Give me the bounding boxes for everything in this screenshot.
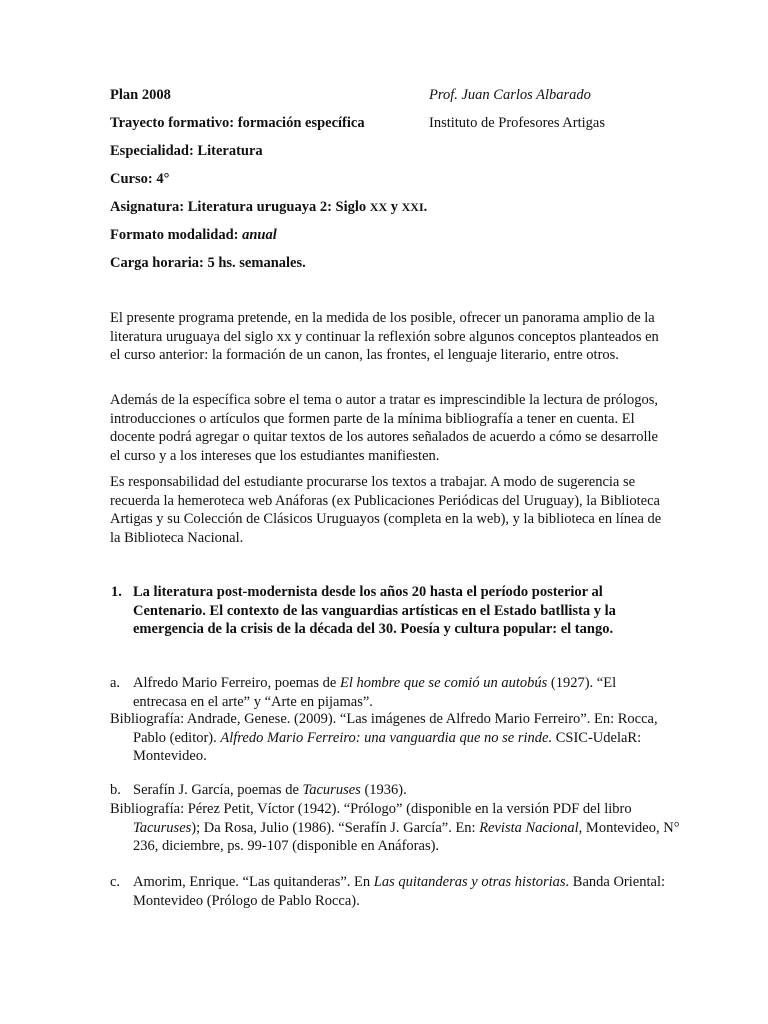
unit-1-heading <box>111 583 663 639</box>
unit-1-number: 1. <box>111 584 122 600</box>
entry-c-work: Las quitanderas y otras historias <box>373 874 566 890</box>
formato-value: anual <box>242 227 277 243</box>
carga-label: Carga horaria: 5 hs. semanales. <box>110 255 306 271</box>
entry-c-pre: Amorim, Enrique. “Las quitanderas”. En <box>133 874 374 890</box>
asignatura-xxi: XXI <box>401 200 424 214</box>
entry-a-mark: a. <box>110 675 121 691</box>
entry-b-bib-post: , Montevideo, N° 236, diciembre, ps. 99-107 (disponible en Anáforas). <box>133 819 680 854</box>
entry-b-mark: b. <box>110 782 121 798</box>
entry-a-bib-post: CSIC-UdelaR: Montevideo. <box>133 729 642 764</box>
entry-a-bibliography <box>110 710 688 766</box>
unit-1-title: La literatura post-modernista desde los años 20 hasta el período posterior al Centenario. El contexto de las vanguardias artísticas en el Estado batllista y la emergencia de la crisis de la década del 30. Poesía y cultura popular: el tango. <box>133 584 616 637</box>
plan-label: Plan 2008 <box>110 87 171 103</box>
instituto-name: Instituto de Profesores Artigas <box>429 115 605 131</box>
asignatura-prefix: Asignatura: Literatura uruguaya 2: Siglo <box>110 199 370 215</box>
entry-b-bibliography <box>110 800 688 856</box>
entry-b-work: Tacuruses <box>302 782 361 798</box>
asignatura-y: y <box>387 199 402 215</box>
asignatura-label <box>110 198 427 217</box>
entry-b-post: (1936). <box>360 782 407 798</box>
professor-name: Prof. Juan Carlos Albarado <box>429 87 591 103</box>
intro-paragraph-1: El presente programa pretende, en la medida de los posible, ofrecer un panorama amplio de la literatura uruguaya del siglo xx y continuar la reflexión sobre algunos conceptos planteados en el curso anterior: la formación de un canon, las frontes, el lenguaje literario, entre otros. <box>110 310 659 363</box>
formato-label <box>110 226 277 245</box>
entry-c-post: . Banda Oriental: Montevideo (Prólogo de Pablo Rocca). <box>133 874 666 909</box>
especialidad-label: Especialidad: Literatura <box>110 143 263 159</box>
entry-b-bib-mid: ); Da Rosa, Julio (1986). “Serafín J. García”. En: <box>191 819 480 836</box>
entry-b <box>110 781 665 800</box>
asignatura-end: . <box>423 199 428 215</box>
intro-paragraph-3: Es responsabilidad del estudiante procurarse los textos a trabajar. A modo de sugerencia se recuerda la hemeroteca web Anáforas (ex Publicaciones Periódicas del Uruguay), la Biblioteca Artigas y su Colección de Clásicos Uruguayos (completa en la web), y la biblioteca en línea de la Biblioteca Nacional. <box>110 474 662 546</box>
entry-a <box>110 674 665 711</box>
entry-a-work: El hombre que se comió un autobús <box>339 675 548 691</box>
curso-label: Curso: 4° <box>110 171 170 187</box>
entry-b-pre: Serafín J. García, poemas de <box>133 782 303 798</box>
entry-a-bib-work: Alfredo Mario Ferreiro: una vanguardia que no se rinde. <box>220 729 553 746</box>
intro-paragraph-2: Además de la específica sobre el tema o autor a tratar es imprescindible la lectura de prólogos, introducciones o artículos que formen parte de la mínima bibliografía a tener en cuenta. El docente podrá agregar o quitar textos de los autores señalados de acuerdo a cómo se desarrolle el curso y a los intereses que los estudiantes manifiesten. <box>110 392 658 464</box>
entry-a-pre: Alfredo Mario Ferreiro, poemas de <box>133 675 340 691</box>
asignatura-xx: XX <box>369 200 388 214</box>
formato-label-text: Formato modalidad: <box>110 227 243 243</box>
trayecto-label: Trayecto formativo: formación específica <box>110 115 365 131</box>
entry-c <box>110 873 665 910</box>
entry-a-post: (1927). “El entrecasa en el arte” y “Arte en pijamas”. <box>133 675 617 710</box>
entry-b-bib-pre: Bibliografía: Pérez Petit, Víctor (1942). “Prólogo” (disponible en la versión PDF del libro <box>110 801 632 817</box>
entry-c-mark: c. <box>110 874 121 890</box>
entry-b-bib-work: Tacuruses <box>133 819 192 836</box>
entry-b-bib-work2: Revista Nacional <box>479 819 579 836</box>
entry-a-bib-pre: Bibliografía: Andrade, Genese. (2009). “Las imágenes de Alfredo Mario Ferreiro”. En: Rocca, Pablo (editor). <box>110 711 658 746</box>
